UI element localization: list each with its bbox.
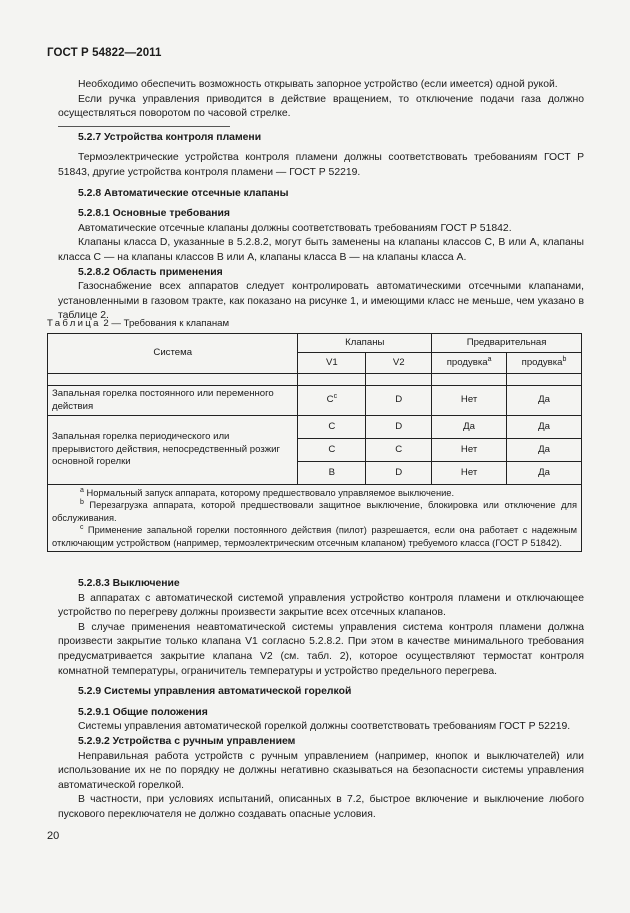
cell-v2: D [366, 416, 432, 439]
col-header-preliminary: Предварительная [432, 334, 582, 353]
cell-v1: B [298, 462, 366, 485]
document-header: ГОСТ Р 54822—2011 [47, 47, 162, 59]
cell-purge-b: Да [507, 462, 582, 485]
paragraph: Системы управления автоматической горелкой должны соответствовать требованиям ГОСТ Р 52219. [78, 721, 571, 733]
paragraph: Клапаны класса D, указанные в 5.2.8.2, могут быть заменены на клапаны классов C, B или A, клапаны класса C — на клапаны классов B или A, клапаны класса B — на клапаны класса A. [58, 237, 584, 263]
col-header-valves: Клапаны [298, 334, 432, 353]
col-header-v2: V2 [366, 353, 432, 374]
cell-purge-b: Да [507, 416, 582, 439]
cell-v1: $C^c$ [298, 386, 366, 416]
footnote: $^c$ Применение запальной горелки постоянного действия (пилот) разрешается, если она работает с надежным отключающим устройством (например, термоэлектрическим отсечным клапаном) требуемого класса (ГОСТ Р 51842). [52, 524, 577, 548]
col-header-purge-b: продувка$^b$ [507, 353, 582, 374]
cell-purge-a: Нет [432, 462, 507, 485]
footnote: $^b$ Перезагрузка аппарата, которой предшествовали защитное выключение, блокировка или отключение для обслуживания. [52, 499, 577, 523]
table-row [48, 386, 582, 416]
cell-v2: C [366, 439, 432, 462]
table-caption-word: Таблица [47, 318, 101, 329]
paragraph: Необходимо обеспечить возможность открывать запорное устройство (если имеется) одной рукой. [78, 79, 558, 90]
cell-v1: C [298, 439, 366, 462]
section-heading: 5.2.9 Системы управления автоматической горелкой [78, 686, 352, 698]
paragraph: Автоматические отсечные клапаны должны соответствовать требованиям ГОСТ Р 51842. [78, 222, 512, 234]
paragraph: Газоснабжение всех аппаратов следует контролировать автоматическими отсечными клапанами, установленными в газовом тракте, как показано на рисунке 1, и имеющими класс не меньше, чем указано в таблице 2. [58, 281, 584, 322]
col-header-purge-a: продувка$^a$ [432, 353, 507, 374]
cell-v2: D [366, 462, 432, 485]
cell-purge-a: Да [432, 416, 507, 439]
cell-v2: D [366, 386, 432, 416]
paragraph: Термоэлектрические устройства контроля пламени должны соответствовать требованиям ГОСТ Р 51843, другие устройства контроля пламени — ГОСТ Р 52219. [58, 152, 584, 178]
section-heading: 5.2.8 Автоматические отсечные клапаны [78, 187, 289, 199]
section-heading: 5.2.8.2 Область применения [78, 266, 223, 278]
cell-purge-a: Нет [432, 439, 507, 462]
cell-system: Запальная горелка постоянного или переменного действия [48, 386, 298, 416]
paragraph: Если ручка управления приводится в действие вращением, то отключение подачи газа должно осуществляться поворотом по часовой стрелке. [58, 93, 584, 120]
table-row [48, 416, 582, 439]
col-header-system: Система [48, 334, 298, 374]
section-heading: 5.2.8.3 Выключение [78, 578, 180, 589]
paragraph: В аппаратах с автоматической системой управления устройство контроля пламени и отключающее устройство по перегреву должны произвести закрытие всех отсечных клапанов. [58, 592, 584, 619]
cell-purge-b: Да [507, 386, 582, 416]
section-heading: 5.2.8.1 Основные требования [78, 208, 230, 220]
col-header-v1: V1 [298, 353, 366, 374]
cell-system: Запальная горелка периодического или прерывистого действия, непосредственный розжиг основной горелки [48, 416, 298, 485]
page-number: 20 [47, 830, 60, 842]
section-block-2 [58, 577, 584, 823]
cell-purge-b: Да [507, 439, 582, 462]
cell-v1: C [298, 416, 366, 439]
table-footnotes [48, 485, 582, 552]
paragraph: Неправильная работа устройств с ручным управлением (например, кнопок и выключателей) или использование их не по порядку не должны негативно сказываться на безопасности системы управления автоматической горелкой. [58, 750, 584, 791]
paragraph: В случае применения неавтоматической системы управления система контроля пламени должна произвести закрытие только клапана V1 согласно 5.2.8.2. При этом в качестве минимального требования предусматривается закрытие клапана V2 (см. табл. 2), которое осуществляют термостат контроля комнатной температуры, ограничитель температуры и устройство предельного перегрева. [58, 621, 584, 677]
section-heading: 5.2.9.1 Общие положения [78, 706, 208, 718]
section-heading: 5.2.7 Устройства контроля пламени [78, 131, 262, 143]
cell-purge-a: Нет [432, 386, 507, 416]
table-caption [47, 318, 229, 329]
section-heading: 5.2.9.2 Устройства с ручным управлением [78, 735, 296, 747]
section-block-1 [58, 78, 584, 324]
footnote: $^a$ Нормальный запуск аппарата, которому предшествовало управляемое выключение. [80, 486, 455, 498]
paragraph: В частности, при условиях испытаний, описанных в 7.2, быстрое включение и выключение любого пускового переключателя не должно создавать опасные условия. [58, 794, 584, 820]
valve-requirements-table [47, 333, 582, 552]
table-caption-text: 2 — Требования к клапанам [100, 318, 230, 329]
